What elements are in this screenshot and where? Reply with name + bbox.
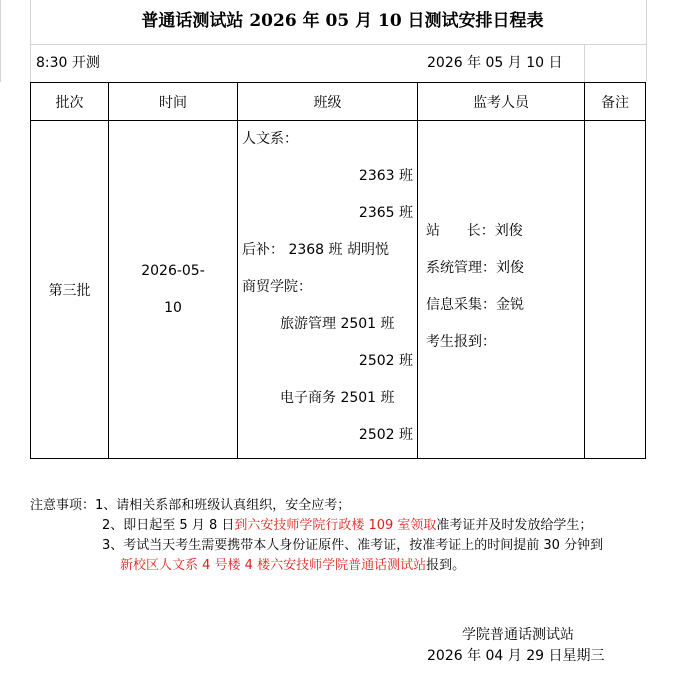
class-tourism-2501: 旅游管理 2501 班 [280, 316, 395, 332]
signature-org: 学院普通话测试站 [462, 627, 574, 643]
page-title: 普通话测试站 2026 年 05 月 10 日测试安排日程表 [141, 11, 544, 31]
notes-label: 注意事项： [30, 498, 96, 513]
staff-station-head: 站 长：刘俊 [426, 223, 523, 239]
note-line-2 [30, 516, 603, 536]
header-remarks: 备注 [585, 83, 646, 121]
schedule-table [30, 82, 646, 459]
note-line-3 [30, 536, 603, 556]
note-line-1 [30, 496, 603, 516]
table-row [31, 121, 646, 459]
staff-info-collection: 信息采集：金锐 [426, 297, 524, 313]
header-class: 班级 [238, 83, 418, 121]
signature-date: 2026 年 04 月 29 日星期三 [427, 648, 605, 664]
time-line-1: 2026-05- [141, 262, 205, 279]
note-item-1: 1、请相关系部和班级认真组织，安全应考； [95, 498, 351, 513]
class-tourism-2502: 2502 班 [358, 353, 413, 369]
class-2365: 2365 班 [358, 205, 413, 221]
class-cell [238, 121, 418, 459]
note-item-2-end: 准考证并及时发放给学生； [436, 518, 593, 533]
table-header-row [31, 83, 646, 121]
remarks-cell [585, 121, 646, 459]
class-dept-shangmao: 商贸学院： [242, 279, 312, 295]
note-item-2-highlight: 到六安技师学院行政楼 109 室领取 [234, 518, 437, 533]
header-time: 时间 [109, 83, 238, 121]
note-line-4 [30, 556, 603, 576]
note-item-3-highlight: 新校区人文系 4 号楼 4 楼六安技师学院普通话测试站 [120, 558, 427, 573]
note-item-2-start: 2、即日起至 5 月 8 日 [102, 518, 235, 533]
staff-check-in: 考生报到： [426, 334, 496, 350]
class-ecommerce-2501: 电子商务 2501 班 [280, 390, 395, 406]
header-proctors: 监考人员 [418, 83, 585, 121]
proctors-cell [418, 121, 585, 459]
notes-section [30, 496, 603, 576]
time-cell [109, 121, 238, 459]
note-item-3-start: 3、考试当天考生需要携带本人身份证原件、准考证，按准考证上的时间提前 30 分钟到 [102, 538, 604, 553]
class-makeup: 后补： 2368 班 胡明悦 [242, 242, 389, 258]
test-date: 2026 年 05 月 10 日 [427, 55, 563, 71]
batch-cell: 第三批 [31, 121, 109, 459]
class-2363: 2363 班 [358, 168, 413, 184]
header-batch: 批次 [31, 83, 109, 121]
faint-grid-info-divider [584, 44, 585, 82]
class-ecommerce-2502: 2502 班 [358, 427, 413, 443]
start-time: 8:30 开测 [36, 55, 100, 71]
time-line-2: 10 [164, 299, 182, 316]
note-item-3-end: 报到。 [426, 558, 466, 573]
class-dept-renwen: 人文系： [242, 131, 298, 147]
staff-system-admin: 系统管理：刘俊 [426, 260, 524, 276]
